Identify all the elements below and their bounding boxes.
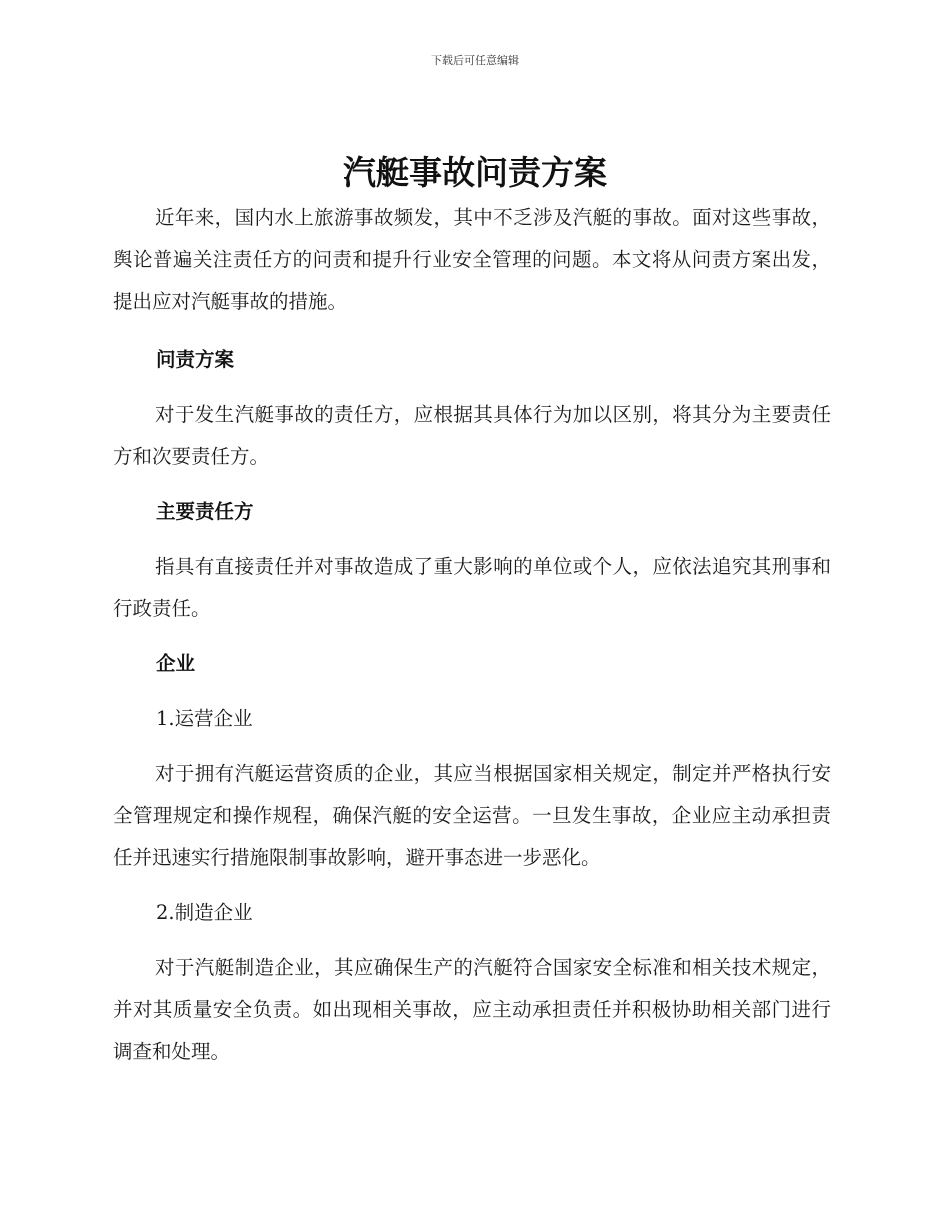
- accountability-paragraph: 对于发生汽艇事故的责任方，应根据其具体行为加以区别，将其分为主要责任方和次要责任方。: [113, 403, 831, 468]
- subheading-manufacturing-enterprise: 2.制造企业: [156, 901, 253, 924]
- section-heading-enterprise: 企业: [156, 652, 196, 675]
- primary-paragraph: 指具有直接责任并对事故造成了重大影响的单位或个人，应依法追究其刑事和行政责任。: [113, 555, 831, 620]
- section-heading-primary: 主要责任方: [156, 500, 254, 523]
- operating-enterprise-paragraph: 对于拥有汽艇运营资质的企业，其应当根据国家相关规定，制定并严格执行安全管理规定和操作规程，确保汽艇的安全运营。一旦发生事故，企业应主动承担责任并迅速实行措施限制事故影响，避开事态进一步恶化。: [113, 762, 831, 869]
- manufacturing-enterprise-paragraph: 对于汽艇制造企业，其应确保生产的汽艇符合国家安全标准和相关技术规定，并对其质量安全负责。如出现相关事故，应主动承担责任并积极协助相关部门进行调查和处理。: [113, 956, 831, 1063]
- subheading-operating-enterprise: 1.运营企业: [156, 707, 253, 730]
- page-header-note: 下载后可任意编辑: [431, 54, 519, 67]
- document-title: 汽艇事故问责方案: [343, 153, 607, 192]
- intro-paragraph: 近年来，国内水上旅游事故频发，其中不乏涉及汽艇的事故。面对这些事故，舆论普遍关注责任方的问责和提升行业安全管理的问题。本文将从问责方案出发，提出应对汽艇事故的措施。: [113, 206, 831, 313]
- section-heading-accountability: 问责方案: [156, 348, 235, 371]
